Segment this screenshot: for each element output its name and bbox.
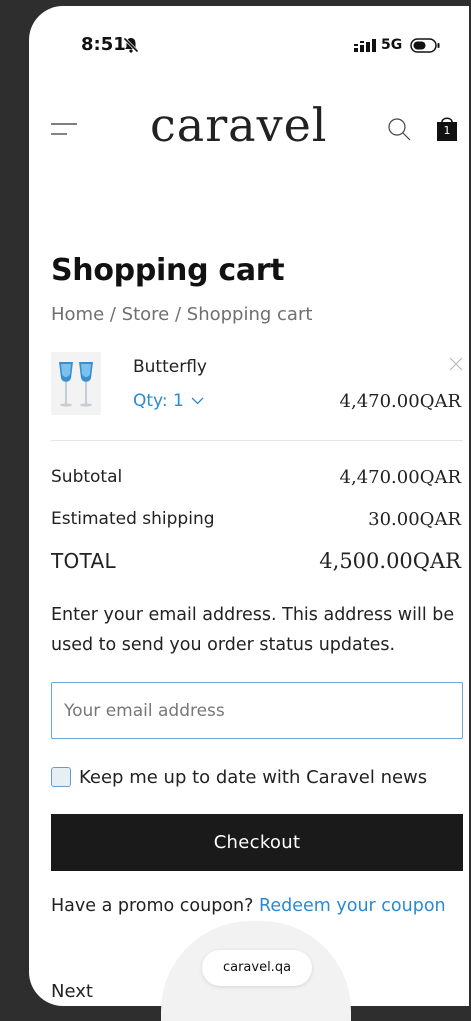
breadcrumb [51, 304, 312, 325]
total-value: 4,500.00QAR [319, 549, 461, 573]
breadcrumb-separator: / [104, 304, 122, 325]
status-time: 8:51 [81, 34, 126, 55]
checkout-button[interactable]: Checkout [51, 814, 463, 871]
breadcrumb-current: Shopping cart [186, 304, 313, 325]
next-button[interactable]: Next [51, 981, 93, 1002]
subtotal-label: Subtotal [51, 467, 123, 487]
close-icon[interactable] [449, 357, 463, 371]
glass-pair-image [51, 352, 101, 415]
status-bar [29, 34, 469, 60]
chevron-down-icon [191, 397, 204, 405]
address-bar[interactable]: caravel.qa [202, 950, 312, 986]
newsletter-label: Keep me up to date with Caravel news [79, 766, 428, 788]
quantity-label: Qty: 1 [133, 391, 184, 411]
divider [51, 440, 463, 441]
breadcrumb-separator: / [169, 304, 187, 325]
cart-count-badge: 1 [443, 124, 451, 137]
subtotal-value: 4,470.00QAR [339, 467, 461, 488]
promo-prompt: Have a promo coupon? [51, 896, 259, 916]
bell-slash-icon [122, 36, 140, 54]
cart-button[interactable] [433, 114, 461, 142]
shipping-value: 30.00QAR [368, 509, 461, 530]
quantity-dropdown[interactable] [133, 391, 204, 411]
phone-screen [29, 6, 469, 1006]
brand-logo[interactable]: caravel [150, 98, 328, 152]
newsletter-option[interactable] [51, 764, 427, 790]
newsletter-checkbox[interactable] [51, 767, 71, 787]
redeem-coupon-link[interactable]: Redeem your coupon [258, 896, 446, 916]
signal-icon [354, 39, 376, 52]
battery-icon [410, 38, 440, 53]
network-type: 5G [381, 37, 403, 53]
total-label: TOTAL [51, 549, 116, 573]
cart-item-price: 4,470.00QAR [339, 391, 461, 412]
shipping-label: Estimated shipping [51, 509, 215, 529]
cart-item-name[interactable]: Butterfly [133, 357, 207, 377]
breadcrumb-home[interactable]: Home [51, 304, 105, 325]
page-title: Shopping cart [51, 253, 285, 288]
promo-text [51, 896, 446, 916]
breadcrumb-store[interactable]: Store [121, 304, 170, 325]
menu-icon[interactable] [49, 118, 79, 140]
email-instructions: Enter your email address. This address will be used to send you order status updates. [51, 605, 455, 655]
email-input[interactable] [51, 682, 463, 739]
product-thumbnail[interactable] [51, 352, 101, 415]
search-icon[interactable] [386, 116, 412, 142]
